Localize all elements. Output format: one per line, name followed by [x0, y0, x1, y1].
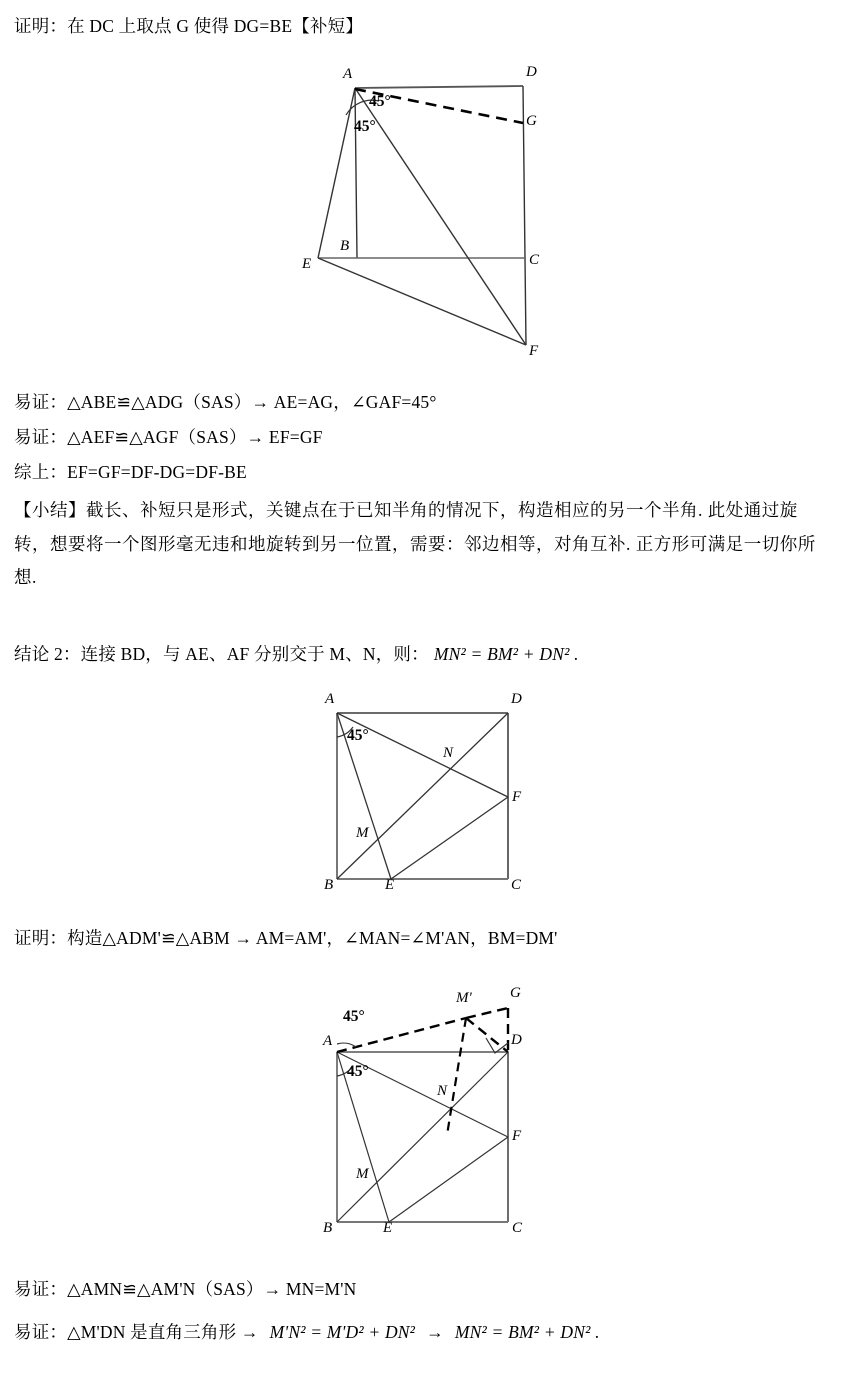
- segment-EF: [389, 1137, 508, 1222]
- segment-MprimeN-dashed: [447, 1018, 466, 1135]
- summary-line-1: [14, 459, 247, 486]
- figure-1-svg: [280, 60, 580, 380]
- figure-2-label-D: D: [511, 691, 522, 707]
- figure-1-label-C: C: [529, 252, 540, 268]
- conclusion-2-line: [14, 641, 579, 668]
- easy-proof-line-2-text: 易证：△AEF≌△AGF（SAS）→ EF=GF: [14, 427, 323, 447]
- figure-1-label-A: A: [343, 66, 353, 82]
- easy-proof-line-4-formula-1: M'N² = M'D² + DN²: [269, 1322, 416, 1342]
- figure-3-label-G: G: [510, 985, 521, 1001]
- figure-1-label-D: D: [526, 64, 537, 80]
- segment-AF: [355, 88, 526, 345]
- segment-AB: [355, 88, 357, 258]
- figure-2-angle-label-1: 45°: [347, 727, 369, 744]
- figure-1-label-F: F: [529, 343, 539, 359]
- proof-line-2-text: 证明：构造△ADM'≌△ABM → AM=AM'，∠MAN=∠M'AN，BM=DM': [14, 928, 558, 948]
- figure-3-angle-label-1: 45°: [343, 1008, 365, 1025]
- figure-2-label-F: F: [512, 789, 522, 805]
- figure-1-label-G: G: [526, 113, 537, 129]
- figure-2-label-N: N: [443, 745, 454, 761]
- figure-1-angle-label-1: 45°: [369, 93, 391, 110]
- easy-proof-line-2: [14, 424, 323, 451]
- figure-1: [280, 60, 580, 380]
- figure-2-label-E: E: [385, 877, 395, 893]
- easy-proof-line-4: [14, 1319, 600, 1346]
- conclusion-2-formula: MN² = BM² + DN² .: [433, 644, 579, 664]
- easy-proof-line-4-formula-2: MN² = BM² + DN² .: [454, 1322, 600, 1342]
- figure-1-angle-label-2: 45°: [354, 118, 376, 135]
- figure-2-label-C: C: [511, 877, 522, 893]
- figure-3-label-A: A: [323, 1033, 333, 1049]
- figure-3-label-M: M: [356, 1166, 369, 1182]
- segment-MprimeD-dashed: [466, 1018, 508, 1052]
- figure-1-label-B: B: [340, 238, 350, 254]
- proof-line-1: [14, 13, 363, 40]
- segment-AE: [318, 88, 355, 258]
- figure-3-angle-label-2: 45°: [347, 1063, 369, 1080]
- figure-3-label-B: B: [323, 1220, 333, 1236]
- figure-3-label-D: D: [511, 1032, 522, 1048]
- easy-proof-line-3: [14, 1276, 357, 1303]
- figure-3: [290, 980, 580, 1250]
- segment-MprimeG-dashed: [466, 1008, 508, 1018]
- segment-AD: [355, 86, 523, 88]
- figure-2-label-A: A: [325, 691, 335, 707]
- figure-2-label-M: M: [356, 825, 369, 841]
- easy-proof-line-1-text: 易证：△ABE≌△ADG（SAS）→ AE=AG，∠GAF=45°: [14, 392, 437, 412]
- easy-proof-line-3-text: 易证：△AMN≌△AM'N（SAS）→ MN=M'N: [14, 1279, 357, 1299]
- figure-2-label-B: B: [324, 877, 334, 893]
- figure-3-svg: [290, 980, 580, 1250]
- proof-line-2: [14, 925, 558, 952]
- easy-proof-line-1: [14, 389, 437, 416]
- easy-proof-line-4-prefix: 易证：△M'DN 是直角三角形 →: [14, 1322, 259, 1342]
- figure-3-label-N: N: [437, 1083, 448, 1099]
- figure-1-label-E: E: [302, 256, 312, 272]
- figure-3-label-C: C: [512, 1220, 523, 1236]
- segment-AF: [337, 713, 508, 797]
- figure-3-label-M-prime: M': [456, 990, 472, 1006]
- conclusion-2-prefix: 结论 2：连接 BD，与 AE、AF 分别交于 M、N，则：: [14, 644, 429, 664]
- angle-arc-A-upper: [337, 1043, 356, 1047]
- summary-line-1-text: 综上：EF=GF=DF-DG=DF-BE: [14, 462, 247, 482]
- easy-proof-line-4-arrow: →: [426, 1322, 444, 1342]
- figure-3-label-E: E: [383, 1220, 393, 1236]
- figure-2: [300, 685, 560, 905]
- summary-paragraph-text: 【小结】截长、补短只是形式，关键点在于已知半角的情况下，构造相应的另一个半角. 此处通过旋转，想要将一个图形毫无违和地旋转到另一位置，需要：邻边相等，对角互补. 正方形可满足一切你所想.: [14, 500, 816, 588]
- figure-3-label-F: F: [512, 1128, 522, 1144]
- segment-EF: [318, 258, 526, 345]
- proof-line-1-text: 证明：在 DC 上取点 G 使得 DG=BE【补短】: [14, 16, 364, 36]
- summary-paragraph: [14, 494, 832, 595]
